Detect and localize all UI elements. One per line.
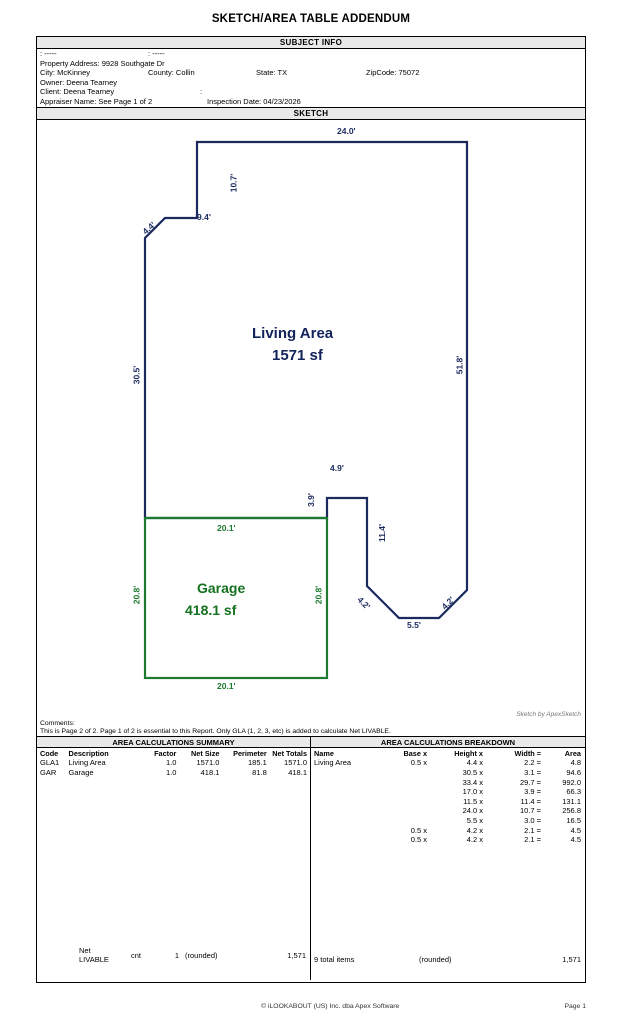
table-row (311, 816, 585, 826)
net-livable-label: Net LIVABLE (79, 946, 109, 965)
living-area-size: 1571 sf (272, 346, 323, 364)
table-row (311, 778, 585, 788)
row-area: 94.6 (566, 767, 581, 777)
row-area: 256.8 (562, 806, 581, 816)
sketch-drawing (37, 120, 585, 720)
row-net-totals: 418.1 (288, 767, 307, 777)
row-code: GAR (40, 767, 57, 777)
breakdown-total-items: 9 total items (314, 955, 355, 965)
col-name: Name (314, 749, 334, 759)
net-livable-rounded: (rounded) (185, 950, 218, 960)
breakdown-total-value: 1,571 (562, 955, 581, 965)
sketch-band: SKETCH (37, 108, 585, 120)
dim-3-9: 3.9' (305, 492, 316, 507)
col-width: Width = (514, 749, 541, 759)
row-factor: 1.0 (165, 758, 177, 768)
row-net-totals: 1571.0 (284, 758, 307, 768)
row-width: 3.0 = (524, 815, 541, 825)
row-height: 30.5 x (462, 767, 483, 777)
subject-row-appraiser (37, 97, 585, 107)
row-net-size: 1571.0 (196, 758, 220, 768)
row-code: GLA1 (40, 758, 60, 768)
living-area-label: Living Area (252, 324, 334, 342)
dim-4-2-right: 4.2' (439, 594, 457, 611)
property-address: Property Address: 9928 Southgate Dr (40, 58, 165, 68)
comments-label: Comments: (40, 719, 75, 727)
summary-col-headers (37, 748, 310, 758)
col-base: Base x (403, 749, 427, 759)
subject-dim-row (37, 49, 585, 59)
dim-9-4: 9.4' (197, 211, 211, 222)
row-perimeter: 81.8 (252, 767, 267, 777)
col-perimeter: Perimeter (233, 749, 267, 759)
row-area: 4.5 (570, 825, 581, 835)
dim-30-5: 30.5' (131, 365, 142, 384)
row-area: 992.0 (562, 777, 581, 787)
table-row (311, 806, 585, 816)
row-base (377, 816, 427, 826)
city-value: City: McKinney (40, 68, 91, 78)
row-width: 2.1 = (524, 835, 541, 845)
row-width: 2.2 = (524, 758, 541, 768)
dim-garage-top: 20.1' (217, 522, 236, 533)
garage-size: 418.1 sf (185, 601, 237, 618)
subject-row-address (37, 59, 585, 69)
client-extra: : (200, 87, 203, 97)
breakdown-total-row (311, 955, 585, 964)
row-height: 33.4 x (462, 777, 483, 787)
row-area: 66.3 (566, 787, 581, 797)
footer-copyright: © iLOOKABOUT (US) Inc. dba Apex Software (261, 1003, 400, 1010)
row-width: 3.9 = (524, 787, 541, 797)
col-net-size: Net Size (191, 749, 220, 759)
table-row (311, 797, 585, 807)
zipcode-value: ZipCode: 75072 (366, 68, 420, 78)
row-width: 10.7 = (519, 806, 541, 816)
dim-10-7: 10.7' (228, 173, 239, 192)
breakdown-col-headers (311, 748, 585, 758)
garage-outline (145, 518, 327, 678)
subject-row-owner (37, 78, 585, 88)
col-code: Code (40, 749, 59, 759)
row-base: 0.5 x (410, 835, 427, 845)
summary-table-panel (37, 737, 311, 980)
subject-info-band: SUBJECT INFO (37, 37, 585, 49)
row-width: 2.1 = (524, 825, 541, 835)
row-height: 4.2 x (466, 825, 483, 835)
row-width: 3.1 = (524, 767, 541, 777)
subject-row-client (37, 87, 585, 97)
net-livable-unit: cnt (131, 950, 142, 960)
dim-5-5: 5.5' (407, 619, 421, 630)
dim-garage-left: 20.8' (131, 585, 142, 604)
table-row (37, 758, 310, 768)
table-row (311, 835, 585, 845)
subject-dim-right: : ----- (148, 49, 165, 58)
dim-top-24: 24.0' (337, 125, 356, 136)
row-base (377, 797, 427, 807)
sketch-credit: Sketch by ApexSketch (516, 710, 581, 718)
row-height: 24.0 x (462, 806, 483, 816)
appraiser-name: Appraiser Name: See Page 1 of 2 (40, 96, 153, 106)
state-value: State: TX (256, 68, 288, 78)
subject-info-block (37, 49, 585, 108)
row-height: 4.4 x (466, 758, 483, 768)
inspection-date: Inspection Date: 04/23/2026 (207, 96, 301, 106)
dim-4-2-left: 4.2' (355, 594, 373, 611)
row-area: 16.5 (566, 815, 581, 825)
subject-dim-left: : ----- (40, 49, 57, 58)
breakdown-total-rounded: (rounded) (419, 955, 452, 965)
dim-51-8: 51.8' (454, 355, 465, 374)
report-frame (36, 36, 586, 983)
col-area: Area (564, 749, 581, 759)
comments-text: This is Page 2 of 2. Page 1 of 2 is essential to this Report. Only GLA (1, 2, 3, etc) is added to calculate Net LIVABLE. (40, 727, 391, 735)
table-row (311, 826, 585, 836)
page-title: SKETCH/AREA TABLE ADDENDUM (211, 13, 411, 25)
table-row (311, 758, 585, 768)
row-base (377, 806, 427, 816)
row-factor: 1.0 (165, 767, 177, 777)
row-base (377, 778, 427, 788)
row-description: Garage (68, 767, 94, 777)
garage-label: Garage (197, 579, 246, 596)
summary-header: AREA CALCULATIONS SUMMARY (37, 737, 310, 748)
breakdown-table (311, 748, 585, 844)
tables-section (37, 737, 585, 980)
living-area-outline (145, 142, 467, 618)
breakdown-group-name: Living Area (314, 758, 352, 768)
dim-4-9: 4.9' (330, 462, 344, 473)
owner-value: Owner: Deena Tearney (40, 77, 117, 87)
subject-row-city (37, 68, 585, 78)
col-net-totals: Net Totals (272, 749, 307, 759)
row-base: 0.5 x (410, 825, 427, 835)
col-factor: Factor (154, 749, 177, 759)
row-net-size: 418.1 (200, 767, 220, 777)
footer-page-number: Page 1 (564, 1003, 586, 1010)
net-livable-value: 1,571 (287, 950, 306, 960)
row-width: 29.7 = (519, 777, 541, 787)
col-description: Description (68, 749, 109, 759)
row-base (377, 768, 427, 778)
row-area: 131.1 (562, 796, 581, 806)
dim-garage-bottom: 20.1' (217, 680, 236, 691)
row-width: 11.4 = (520, 796, 541, 806)
comments-block (37, 720, 585, 738)
page-footer (36, 1003, 586, 1010)
client-value: Client: Deena Tearney (40, 87, 115, 97)
breakdown-header: AREA CALCULATIONS BREAKDOWN (311, 737, 585, 748)
dim-4-4: 4.4' (140, 219, 158, 236)
table-row (37, 768, 310, 778)
row-area: 4.8 (570, 758, 581, 768)
row-height: 11.5 x (463, 796, 483, 806)
dim-garage-right: 20.8' (313, 585, 324, 604)
row-base: 0.5 x (410, 758, 427, 768)
row-height: 5.5 x (466, 815, 483, 825)
breakdown-table-panel (311, 737, 585, 980)
row-height: 17.0 x (462, 787, 483, 797)
row-height: 4.2 x (466, 835, 483, 845)
summary-table (37, 748, 310, 777)
row-base (377, 787, 427, 797)
dim-11-4: 11.4' (377, 523, 388, 542)
county-value: County: Collin (148, 68, 195, 78)
net-livable-count: 1 (174, 950, 179, 960)
table-row (311, 787, 585, 797)
summary-total-row (37, 946, 310, 964)
col-height: Height x (454, 749, 483, 759)
sketch-canvas (37, 120, 585, 720)
row-description: Living Area (68, 758, 106, 768)
row-area: 4.5 (570, 835, 581, 845)
table-row (311, 768, 585, 778)
row-perimeter: 185.1 (247, 758, 267, 768)
